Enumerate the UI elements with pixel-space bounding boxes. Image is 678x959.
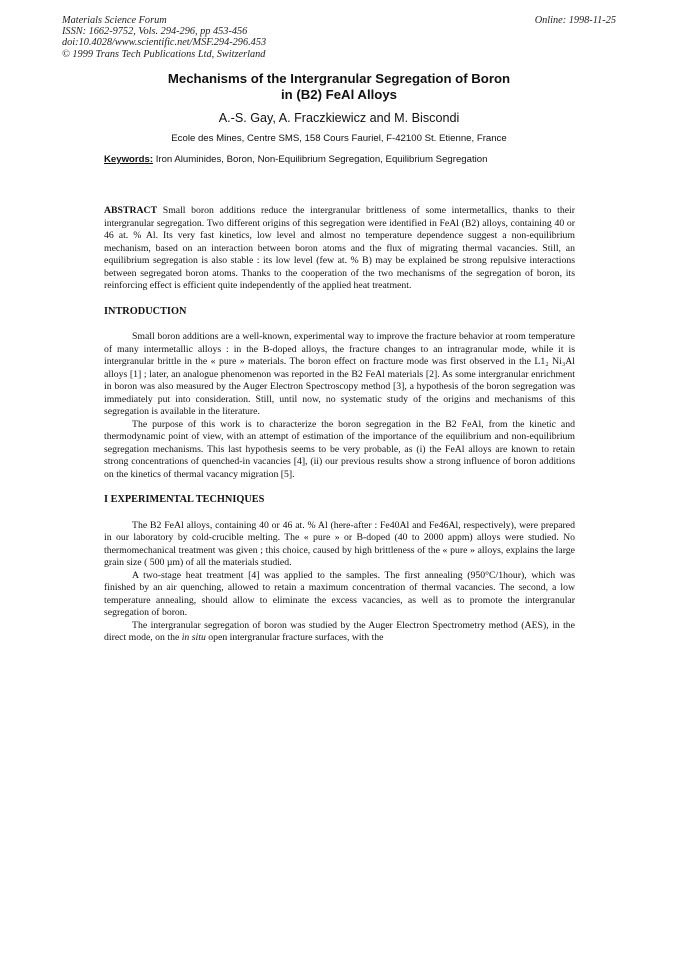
title-line-2: in (B2) FeAl Alloys [280, 87, 397, 102]
introduction-heading: INTRODUCTION [104, 305, 187, 317]
keywords-line [104, 154, 584, 165]
introduction-paragraph-1: Small boron additions are a well-known, experimental way to improve the fracture behavior at room temperature of many intermetallic alloys : in the B-doped alloys, the fracture changes to an intragranular mode, while it is intergranular brittle in the « pure » materials. The boron effect on fracture mode was first observed in the L1₂ Ni₃Al alloys [1] ; later, an analogue phenomenon was reported in the B2 FeAl materials [2]. As some intergranular enrichment in boron was also measured by the Auger Electron Spectroscopy method [3], a hypothesis of the boron segregation was immediately put into consideration. Still, until now, no systematic study of the origins and mechanisms of this segregation is available in the literature. [104, 331, 575, 417]
abstract-paragraph [104, 205, 575, 293]
experimental-heading: I EXPERIMENTAL TECHNIQUES [104, 494, 265, 505]
author-list: A.-S. Gay, A. Fraczkiewicz and M. Biscondi [218, 111, 460, 125]
keywords-text: Iron Aluminides, Boron, Non-Equilibrium Segregation, Equilibrium Segregation [155, 154, 488, 165]
p3-italic-term: in situ [181, 632, 206, 643]
keywords-label: Keywords: [104, 154, 154, 165]
experimental-paragraph-3 [104, 620, 575, 645]
abstract-text: Small boron additions reduce the intergranular brittleness of some intermetallics, thanks to their intergranular segregation. Two different origins of this segregation were identified in FeAl (B2) alloys, containing 40 or 46 at. % Al. Its very fast kinetics, low level and almost no temperature dependence suggest a non-equilibrium mechanism, based on an interaction between boron atoms and the flux of migrating thermal vacancies. Still, an equilibrium segregation is also stable : its low level (few at. % B) may be explained be strong repulsive interactions between segregated boron atoms. Thanks to the cooperation of the two mechanisms of the segregation of boron, its reinforcing effect is efficient quite independently of the applied heat treatment. [104, 205, 576, 291]
introduction-paragraph-2: The purpose of this work is to characterize the boron segregation in the B2 FeAl, from the kinetic and thermodynamic point of view, with an attempt of estimation of the importance of the equilibrium and non-equilibrium segregation mechanisms. This last hypothesis seems to be very probable, as (i) the FeAl alloys are known to retain strong concentrations of quenched-in vacancies [4], (ii) our previous results show a strong influence of boron additions on the kinetics of thermal vacancy migration [5]. [104, 418, 575, 480]
journal-header [62, 15, 266, 60]
experimental-paragraph-2: A two-stage heat treatment [4] was applied to the samples. The first annealing (950°C/1hour), which was finished by an air quenching, allowed to retain a maximum concentration of thermal vacancies. The second, a low temperature annealing, should allow to eliminate the excess vacancies, as well as to promote the intergranular segregation of boron. [104, 569, 575, 618]
doi-line: doi:10.4028/www.scientific.net/MSF.294-296.453 [62, 37, 267, 49]
article-body [104, 205, 575, 645]
experimental-paragraph-1: The B2 FeAl alloys, containing 40 or 46 at. % Al (here-after : Fe40Al and Fe46Al, respectively), were prepared in our laboratory by cold-crucible melting. The « pure » or B-doped (40 to 2000 appm) alloys were studied. No thermomechanical treatment was given ; this choice, caused by high brittleness of the « pure » alloys, explains the large grain size ( 500 µm) of all the materials studied. [104, 519, 575, 568]
abstract-label: ABSTRACT [104, 205, 158, 216]
copyright-line: © 1999 Trans Tech Publications Ltd, Switzerland [62, 48, 266, 60]
journal-name: Materials Science Forum [62, 15, 167, 26]
paper-title [62, 71, 616, 103]
p3-text-after: open intergranular fracture surfaces, with the [205, 632, 384, 643]
p3-text-before: The intergranular segregation of boron was studied by the Auger Electron Spectrometry method (AES), in the direct mode, on the [104, 619, 575, 643]
online-date: Online: 1998-11-25 [534, 15, 616, 26]
affiliation: Ecole des Mines, Centre SMS, 158 Cours Fauriel, F-42100 St. Etienne, France [171, 133, 507, 144]
title-line-1: Mechanisms of the Intergranular Segregation of Boron [167, 71, 511, 86]
issn-line: ISSN: 1662-9752, Vols. 294-296, pp 453-456 [62, 26, 248, 38]
